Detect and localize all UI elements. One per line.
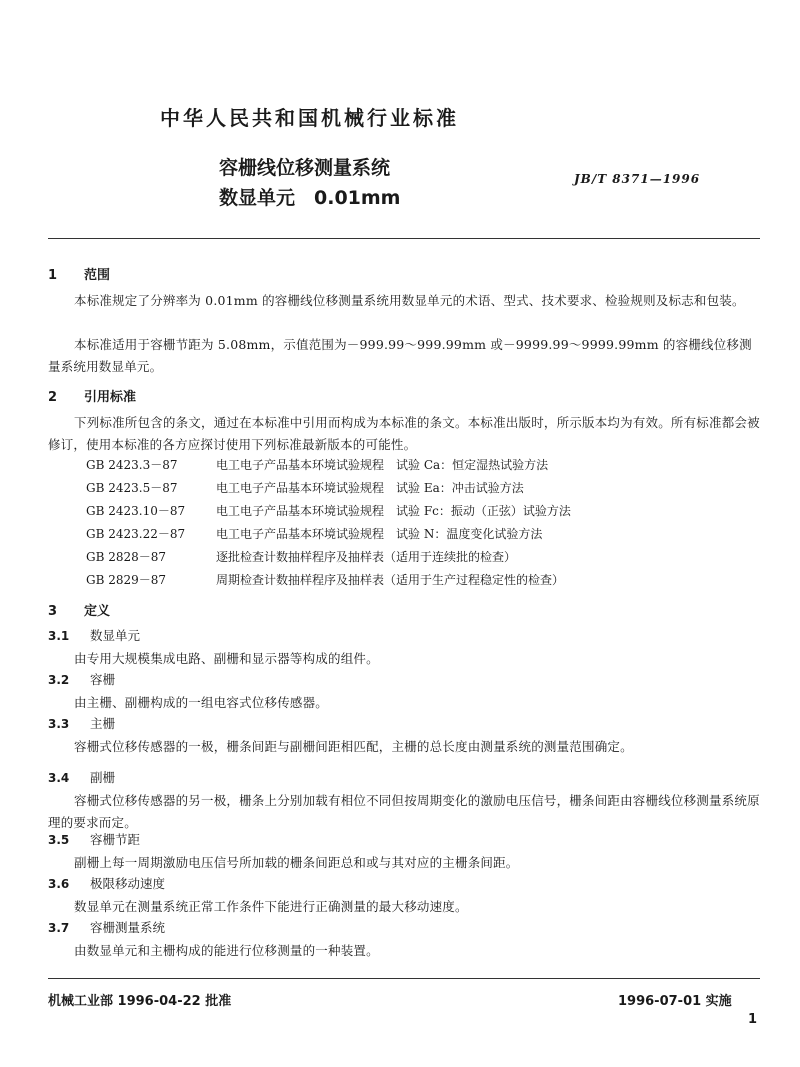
- definition-number: 3.1: [48, 629, 70, 643]
- paragraph: 下列标准所包含的条文，通过在本标准中引用而构成为本标准的条文。本标准出版时，所示版本均为有效。所有标准都会被修订，使用本标准的各方应探讨使用下列标准最新版本的可能性。: [48, 415, 760, 452]
- section-title: 定义: [84, 604, 111, 619]
- implementation-date: 1996-07-01 实施: [618, 994, 732, 1009]
- definition-term: [48, 918, 165, 936]
- section-1-heading: [48, 264, 110, 283]
- header-divider: [48, 238, 760, 239]
- reference-title: 电工电子产品基本环境试验规程 试验 Fc：振动（正弦）试验方法: [216, 504, 571, 518]
- definition-text: 由数显单元和主栅构成的能进行位移测量的一种装置。: [74, 943, 379, 958]
- reference-row: [86, 571, 564, 588]
- reference-row: [86, 548, 516, 565]
- reference-title: 电工电子产品基本环境试验规程 试验 Ca：恒定湿热试验方法: [216, 458, 549, 472]
- section-title: 引用标准: [84, 390, 137, 405]
- footer-divider: [48, 978, 760, 979]
- term-name: 极限移动速度: [90, 876, 166, 891]
- definition-number: 3.6: [48, 877, 70, 891]
- reference-code: GB 2423.3－87: [86, 458, 178, 472]
- standard-title-line1: 容栅线位移测量系统: [219, 157, 391, 179]
- paragraph: 本标准适用于容栅节距为 5.08mm，示值范围为－999.99～999.99mm 或－9999.99～9999.99mm 的容栅线位移测量系统用数显单元。: [48, 337, 752, 374]
- reference-title: 电工电子产品基本环境试验规程 试验 Ea：冲击试验方法: [216, 481, 524, 495]
- reference-title: 周期检查计数抽样程序及抽样表（适用于生产过程稳定性的检查）: [216, 573, 565, 587]
- definition-text: 容栅式位移传感器的一极，栅条间距与副栅间距相匹配，主栅的总长度由测量系统的测量范围确定。: [74, 739, 633, 754]
- definition-text: 数显单元在测量系统正常工作条件下能进行正确测量的最大移动速度。: [74, 899, 468, 914]
- term-name: 副栅: [90, 770, 116, 785]
- definition-text: 由主栅、副栅构成的一组电容式位移传感器。: [74, 695, 329, 710]
- reference-row: [86, 479, 524, 496]
- definition-number: 3.3: [48, 717, 70, 731]
- definition-text: 副栅上每一周期激励电压信号所加载的栅条间距总和或与其对应的主栅条间距。: [74, 855, 519, 870]
- definition-number: 3.7: [48, 921, 70, 935]
- section-3-heading: [48, 600, 110, 619]
- paragraph: 本标准规定了分辨率为 0.01mm 的容栅线位移测量系统用数显单元的术语、型式、技术要求、检验规则及标志和包装。: [74, 293, 745, 308]
- term-name: 容栅测量系统: [90, 920, 166, 935]
- org-title: 中华人民共和国机械行业标准: [160, 106, 459, 130]
- definition-term: [48, 714, 115, 732]
- reference-title: 逐批检查计数抽样程序及抽样表（适用于连续批的检查）: [216, 550, 517, 564]
- definition-term: [48, 626, 140, 644]
- definition-term: [48, 670, 115, 688]
- reference-code: GB 2828－87: [86, 550, 167, 564]
- term-name: 主栅: [90, 716, 116, 731]
- reference-row: [86, 525, 542, 542]
- reference-code: GB 2829－87: [86, 573, 167, 587]
- definition-term: [48, 830, 140, 848]
- term-name: 容栅节距: [90, 832, 141, 847]
- reference-code: GB 2423.22－87: [86, 527, 186, 541]
- term-name: 容栅: [90, 672, 116, 687]
- reference-code: GB 2423.10－87: [86, 504, 186, 518]
- section-title: 范围: [84, 268, 111, 283]
- reference-row: [86, 456, 548, 473]
- approval-info: 机械工业部 1996-04-22 批准: [48, 994, 232, 1009]
- section-number: 2: [48, 390, 58, 405]
- definition-number: 3.2: [48, 673, 70, 687]
- definition-text: 由专用大规模集成电路、副栅和显示器等构成的组件。: [74, 651, 379, 666]
- standard-number: JB/T 8371—1996: [574, 172, 701, 186]
- section-2-heading: [48, 386, 136, 405]
- definition-text: 容栅式位移传感器的另一极，栅条上分别加载有相位不同但按周期变化的激励电压信号，栅条间距由容栅线位移测量系统原理的要求而定。: [48, 793, 760, 830]
- section-number: 1: [48, 268, 58, 283]
- definition-term: [48, 874, 165, 892]
- definition-number: 3.4: [48, 771, 70, 785]
- reference-row: [86, 502, 571, 519]
- section-number: 3: [48, 604, 58, 619]
- reference-title: 电工电子产品基本环境试验规程 试验 N：温度变化试验方法: [216, 527, 543, 541]
- page-number: 1: [748, 1012, 758, 1027]
- definition-number: 3.5: [48, 833, 70, 847]
- term-name: 数显单元: [90, 628, 141, 643]
- definition-term: [48, 768, 115, 786]
- standard-title-line2: 数显单元 0.01mm: [219, 187, 401, 209]
- reference-code: GB 2423.5－87: [86, 481, 178, 495]
